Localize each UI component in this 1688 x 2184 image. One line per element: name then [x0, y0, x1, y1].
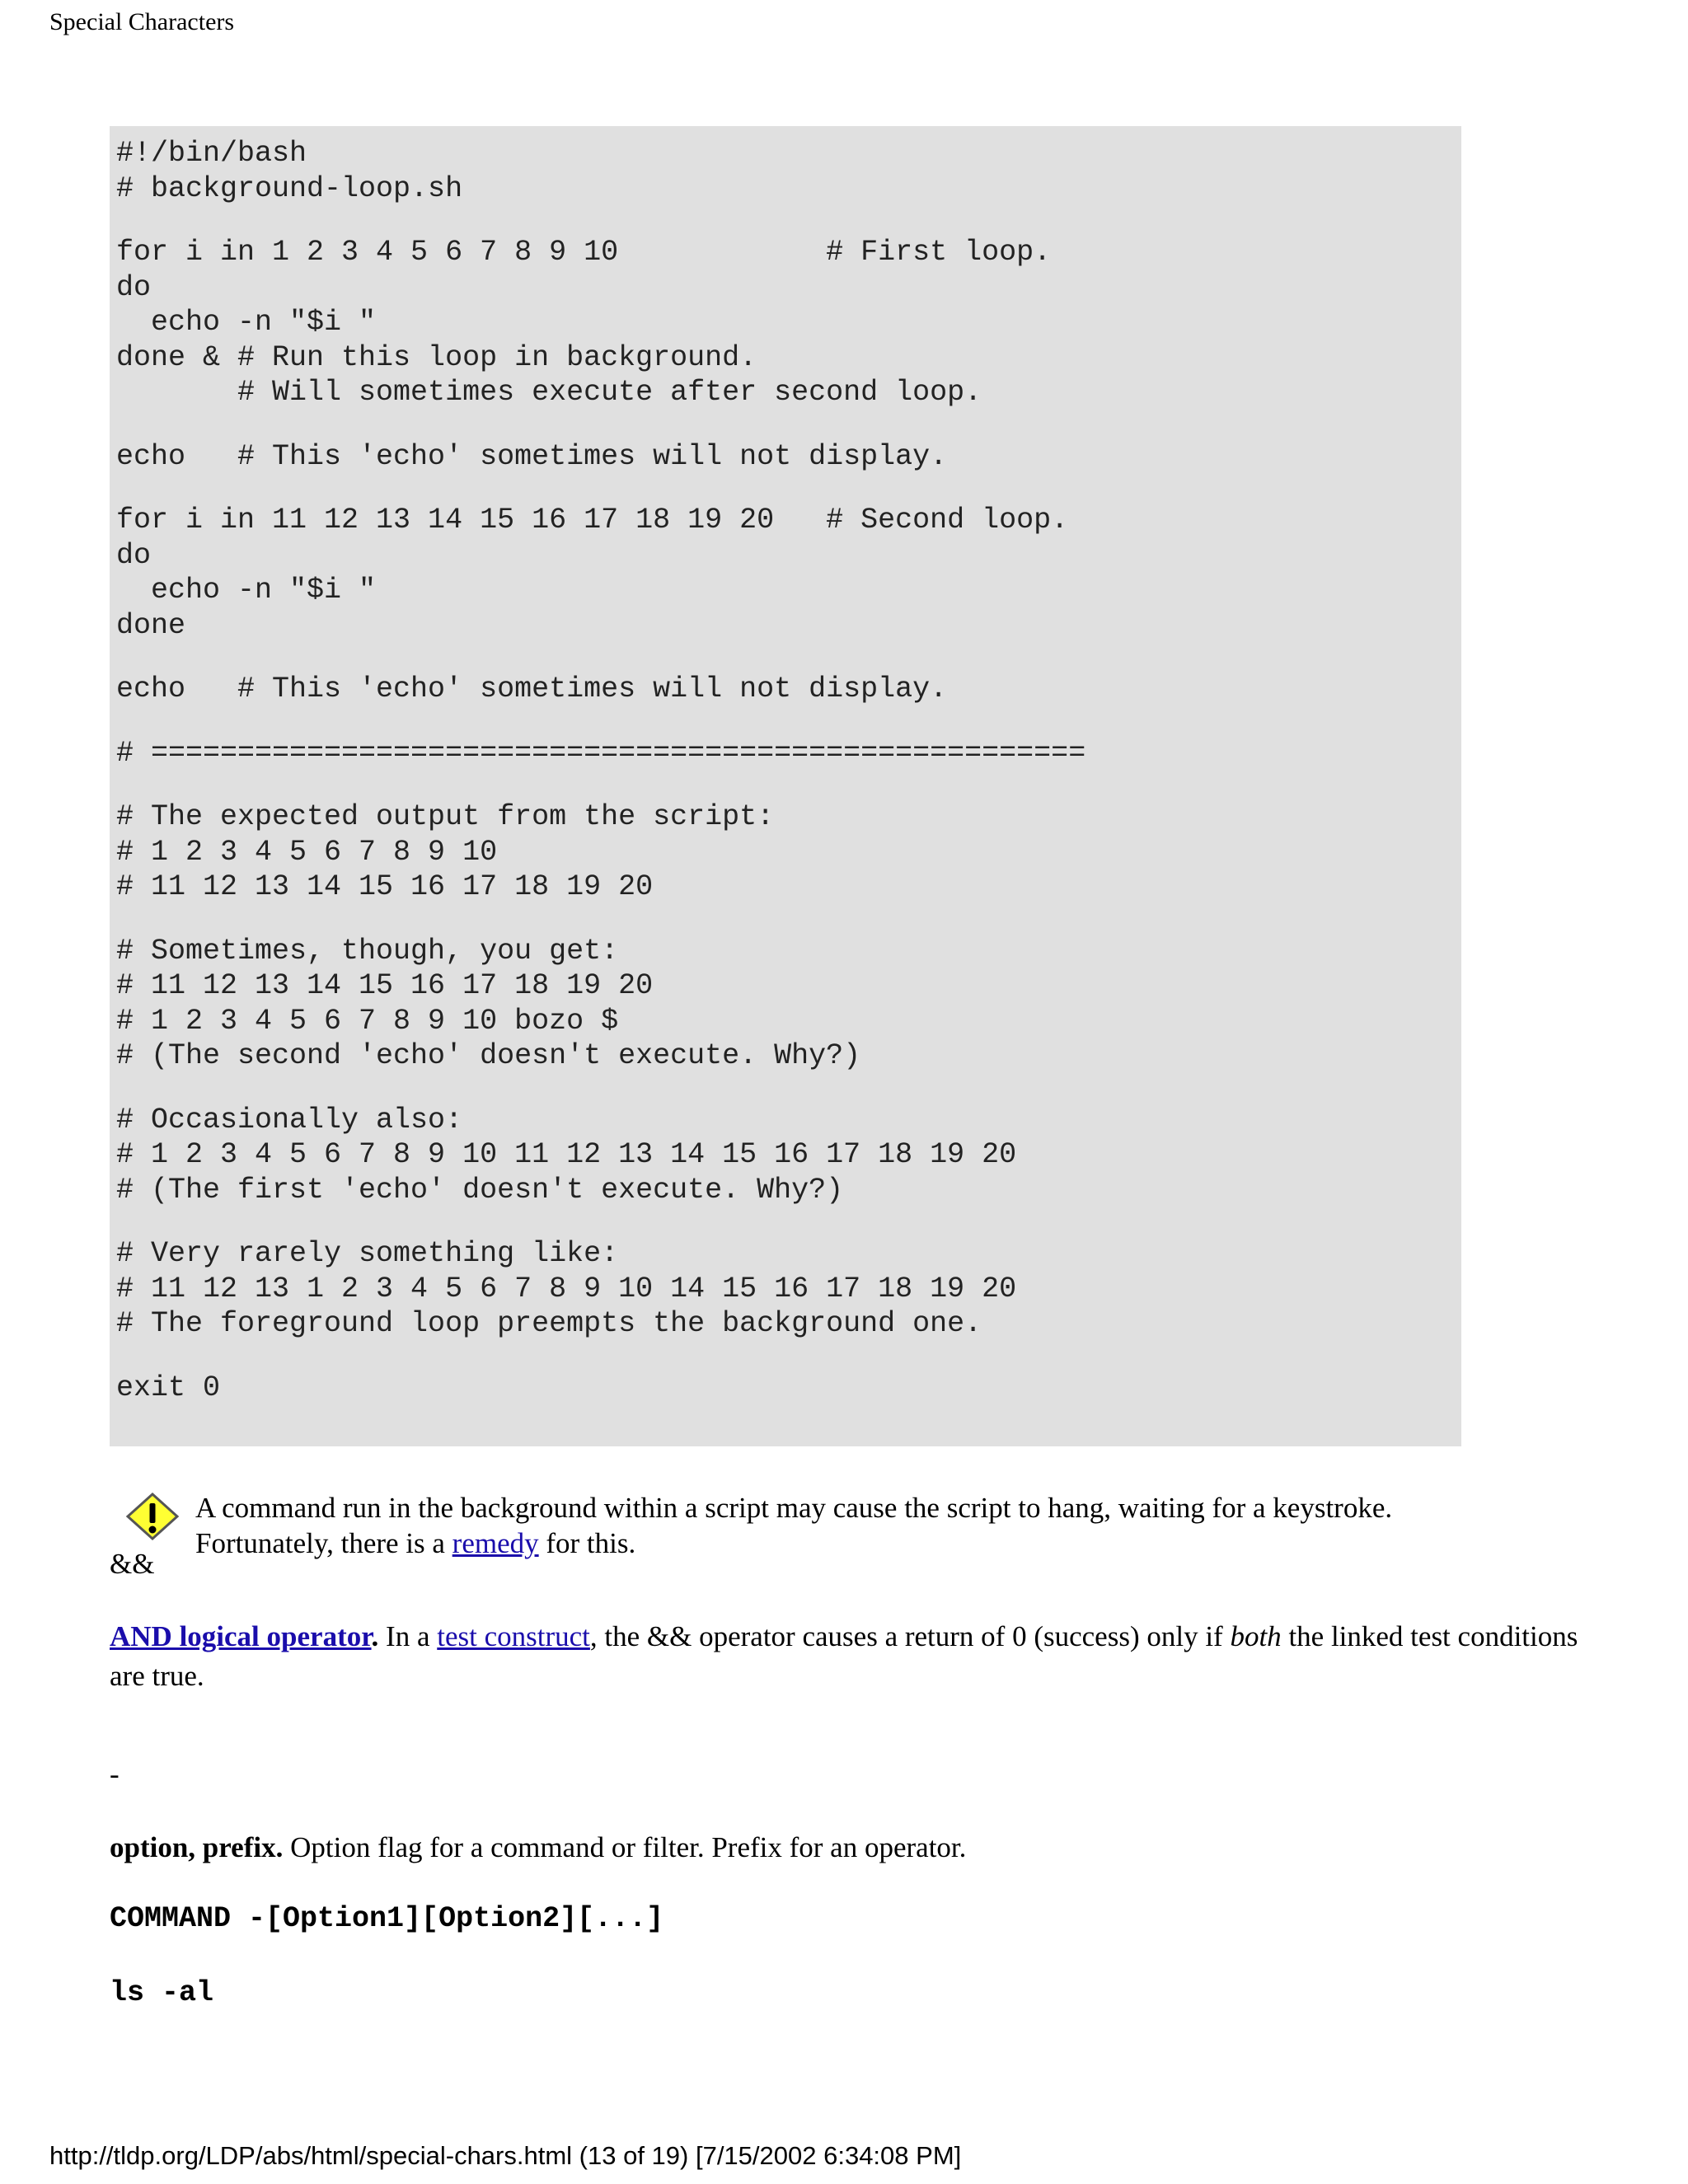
- code-spacer: [116, 643, 1461, 672]
- warning-line-1: A command run in the background within a script may cause the script to hang, waiting for a keystroke.: [195, 1492, 1393, 1524]
- code-line: # 11 12 13 14 15 16 17 18 19 20: [116, 969, 654, 1002]
- code-line: #!/bin/bash: [116, 137, 307, 170]
- code-line: do: [116, 270, 152, 304]
- and-text-2: , the && operator causes a return of 0 (success) only if: [589, 1620, 1231, 1652]
- dash-bold-term: option, prefix.: [110, 1831, 284, 1863]
- code-spacer: [116, 905, 1461, 934]
- code-spacer: [116, 1342, 1461, 1371]
- code-line: # 11 12 13 14 15 16 17 18 19 20: [116, 870, 654, 903]
- code-line: # (The first 'echo' doesn't execute. Why?): [116, 1173, 844, 1207]
- code-line: do: [116, 538, 152, 572]
- code-line: exit 0: [116, 1371, 221, 1404]
- code-line: echo -n "$i ": [116, 306, 377, 339]
- code-line: # (The second 'echo' doesn't execute. Why?): [116, 1039, 861, 1072]
- remedy-link[interactable]: remedy: [452, 1527, 539, 1559]
- code-line: # The expected output from the script:: [116, 800, 775, 833]
- code-line: echo -n "$i ": [116, 574, 377, 607]
- code-line: # The foreground loop preempts the background one.: [116, 1307, 982, 1340]
- code-spacer: [116, 206, 1461, 235]
- code-line: for i in 11 12 13 14 15 16 17 18 19 20 # Second loop.: [116, 504, 1069, 537]
- warning-line-2: [195, 1526, 1392, 1561]
- and-dot: .: [371, 1620, 379, 1652]
- code-line: done & # Run this loop in background.: [116, 340, 757, 374]
- term-and-operator: &&: [110, 1548, 155, 1580]
- code-spacer: [116, 410, 1461, 439]
- warning-line-2-before: Fortunately, there is a: [195, 1527, 452, 1559]
- and-logical-operator-link[interactable]: AND logical operator: [110, 1620, 372, 1652]
- code-spacer: [116, 1207, 1461, 1236]
- code-block: [110, 126, 1461, 1446]
- code-line: done: [116, 608, 186, 642]
- warning-line-2-after: for this.: [538, 1527, 636, 1559]
- code-spacer: [116, 474, 1461, 503]
- test-construct-link[interactable]: test construct: [437, 1620, 590, 1652]
- ls-example: ls -al: [110, 1976, 214, 2009]
- and-text-3: the linked test conditions are true.: [110, 1620, 1578, 1692]
- page-footer-url: http://tldp.org/LDP/abs/html/special-chars.html (13 of 19) [7/15/2002 6:34:08 PM]: [49, 2141, 962, 2170]
- warning-icon: [125, 1492, 180, 1541]
- code-line: # background-loop.sh: [116, 171, 463, 205]
- code-line: # Occasionally also:: [116, 1103, 463, 1137]
- code-spacer: [116, 707, 1461, 736]
- command-syntax-example: COMMAND -[Option1][Option2][...]: [110, 1902, 664, 1935]
- term-dash: -: [110, 1758, 120, 1790]
- code-line: # 1 2 3 4 5 6 7 8 9 10 bozo $: [116, 1004, 619, 1038]
- code-line: echo # This 'echo' sometimes will not display.: [116, 439, 948, 473]
- code-line: # 11 12 13 1 2 3 4 5 6 7 8 9 10 14 15 16 17 18 19 20: [116, 1272, 1017, 1305]
- code-line: for i in 1 2 3 4 5 6 7 8 9 10 # First loop.: [116, 236, 1052, 269]
- code-line: # Very rarely something like:: [116, 1237, 619, 1270]
- and-operator-description: [110, 1617, 1618, 1696]
- code-line: # 1 2 3 4 5 6 7 8 9 10 11 12 13 14 15 16 17 18 19 20: [116, 1138, 1017, 1171]
- page-header-title: Special Characters: [49, 8, 235, 35]
- code-line: # ======================================================: [116, 736, 1086, 770]
- dash-text: Option flag for a command or filter. Prefix for an operator.: [283, 1831, 967, 1863]
- and-text-1: In a: [378, 1620, 438, 1652]
- code-line: # 1 2 3 4 5 6 7 8 9 10: [116, 835, 498, 869]
- code-line: # Will sometimes execute after second loop.: [116, 376, 982, 409]
- code-line: echo # This 'echo' sometimes will not display.: [116, 673, 948, 705]
- code-line: # Sometimes, though, you get:: [116, 934, 619, 968]
- dash-description: [110, 1828, 1618, 1868]
- code-spacer: [116, 1074, 1461, 1103]
- and-emphasis-both: both: [1230, 1620, 1282, 1652]
- warning-note: [195, 1490, 1392, 1561]
- code-spacer: [116, 771, 1461, 799]
